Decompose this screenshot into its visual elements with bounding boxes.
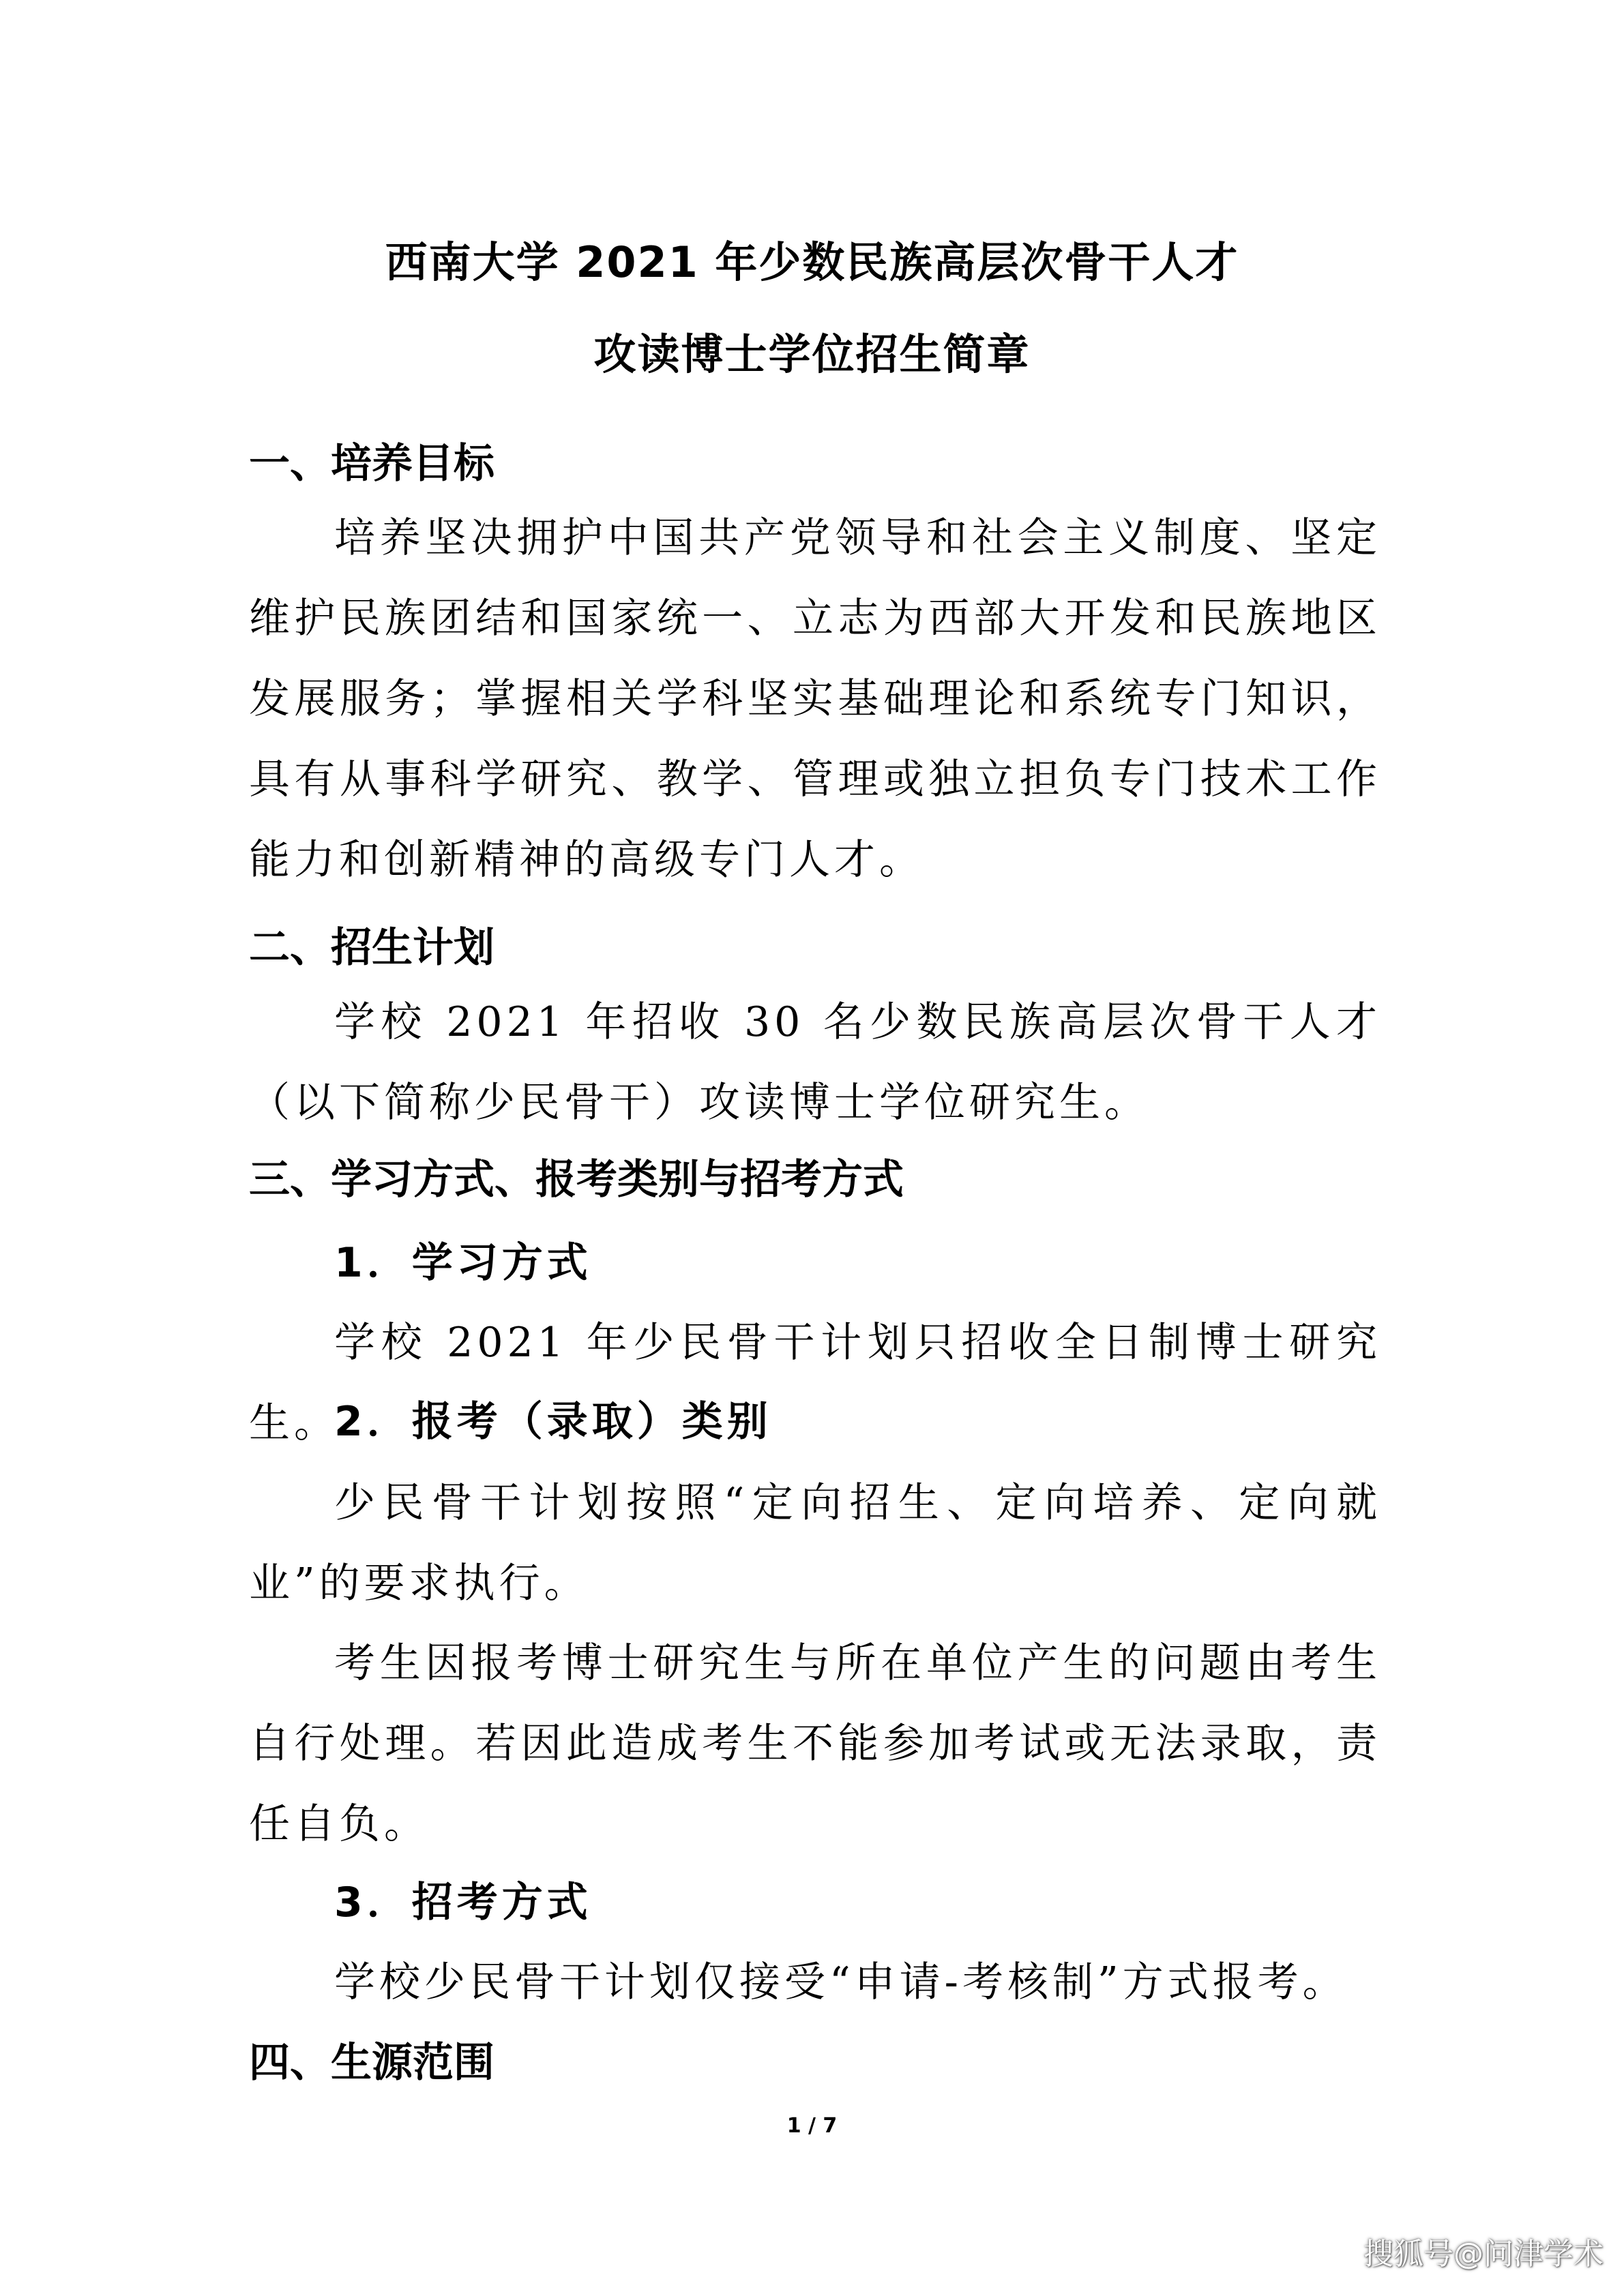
- paragraph-category-1: 少民骨干计划按照“定向招生、定向培养、定向就业”的要求执行。: [249, 1479, 1381, 1607]
- subsection-heading-category: 2．报考（录取）类别: [334, 1398, 772, 1446]
- document-title-line2: 攻读博士学位招生简章: [593, 329, 1031, 379]
- subsection-heading-study-mode: 1．学习方式: [334, 1239, 592, 1287]
- document-title-line1: 西南大学 2021 年少数民族高层次骨干人才: [385, 237, 1239, 287]
- section-heading-source-scope: 四、生源范围: [249, 2039, 494, 2087]
- section-heading-enrollment-plan: 二、招生计划: [249, 924, 494, 972]
- paragraph-training-goals: 培养坚决拥护中国共产党领导和社会主义制度、坚定维护民族团结和国家统一、立志为西部大开发和民族地区发展服务；掌握相关学科坚实基础理论和系统专门知识，具有从事科学研究、教学、管理或独立担负专门技术工作能力和创新精神的高级专门人才。: [249, 514, 1381, 884]
- section-heading-training-goals: 一、培养目标: [249, 440, 494, 488]
- paragraph-study-mode: 学校 2021 年少民骨干计划只招收全日制博士研究生。: [249, 1319, 1381, 1447]
- paragraph-exam-method: 学校少民骨干计划仅接受“申请-考核制”方式报考。: [334, 1958, 1348, 2006]
- page-number: 1 / 7: [786, 2114, 838, 2138]
- paragraph-category-2: 考生因报考博士研究生与所在单位产生的问题由考生自行处理。若因此造成考生不能参加考试或无法录取，责任自负。: [249, 1639, 1381, 1848]
- section-heading-study-mode: 三、学习方式、报考类别与招考方式: [249, 1156, 904, 1204]
- watermark: 搜狐号@问津学术: [1363, 2237, 1604, 2271]
- paragraph-enrollment-plan: 学校 2021 年招收 30 名少数民族高层次骨干人才（以下简称少民骨干）攻读博士学位研究生。: [249, 998, 1381, 1127]
- subsection-heading-exam-method: 3．招考方式: [334, 1879, 592, 1926]
